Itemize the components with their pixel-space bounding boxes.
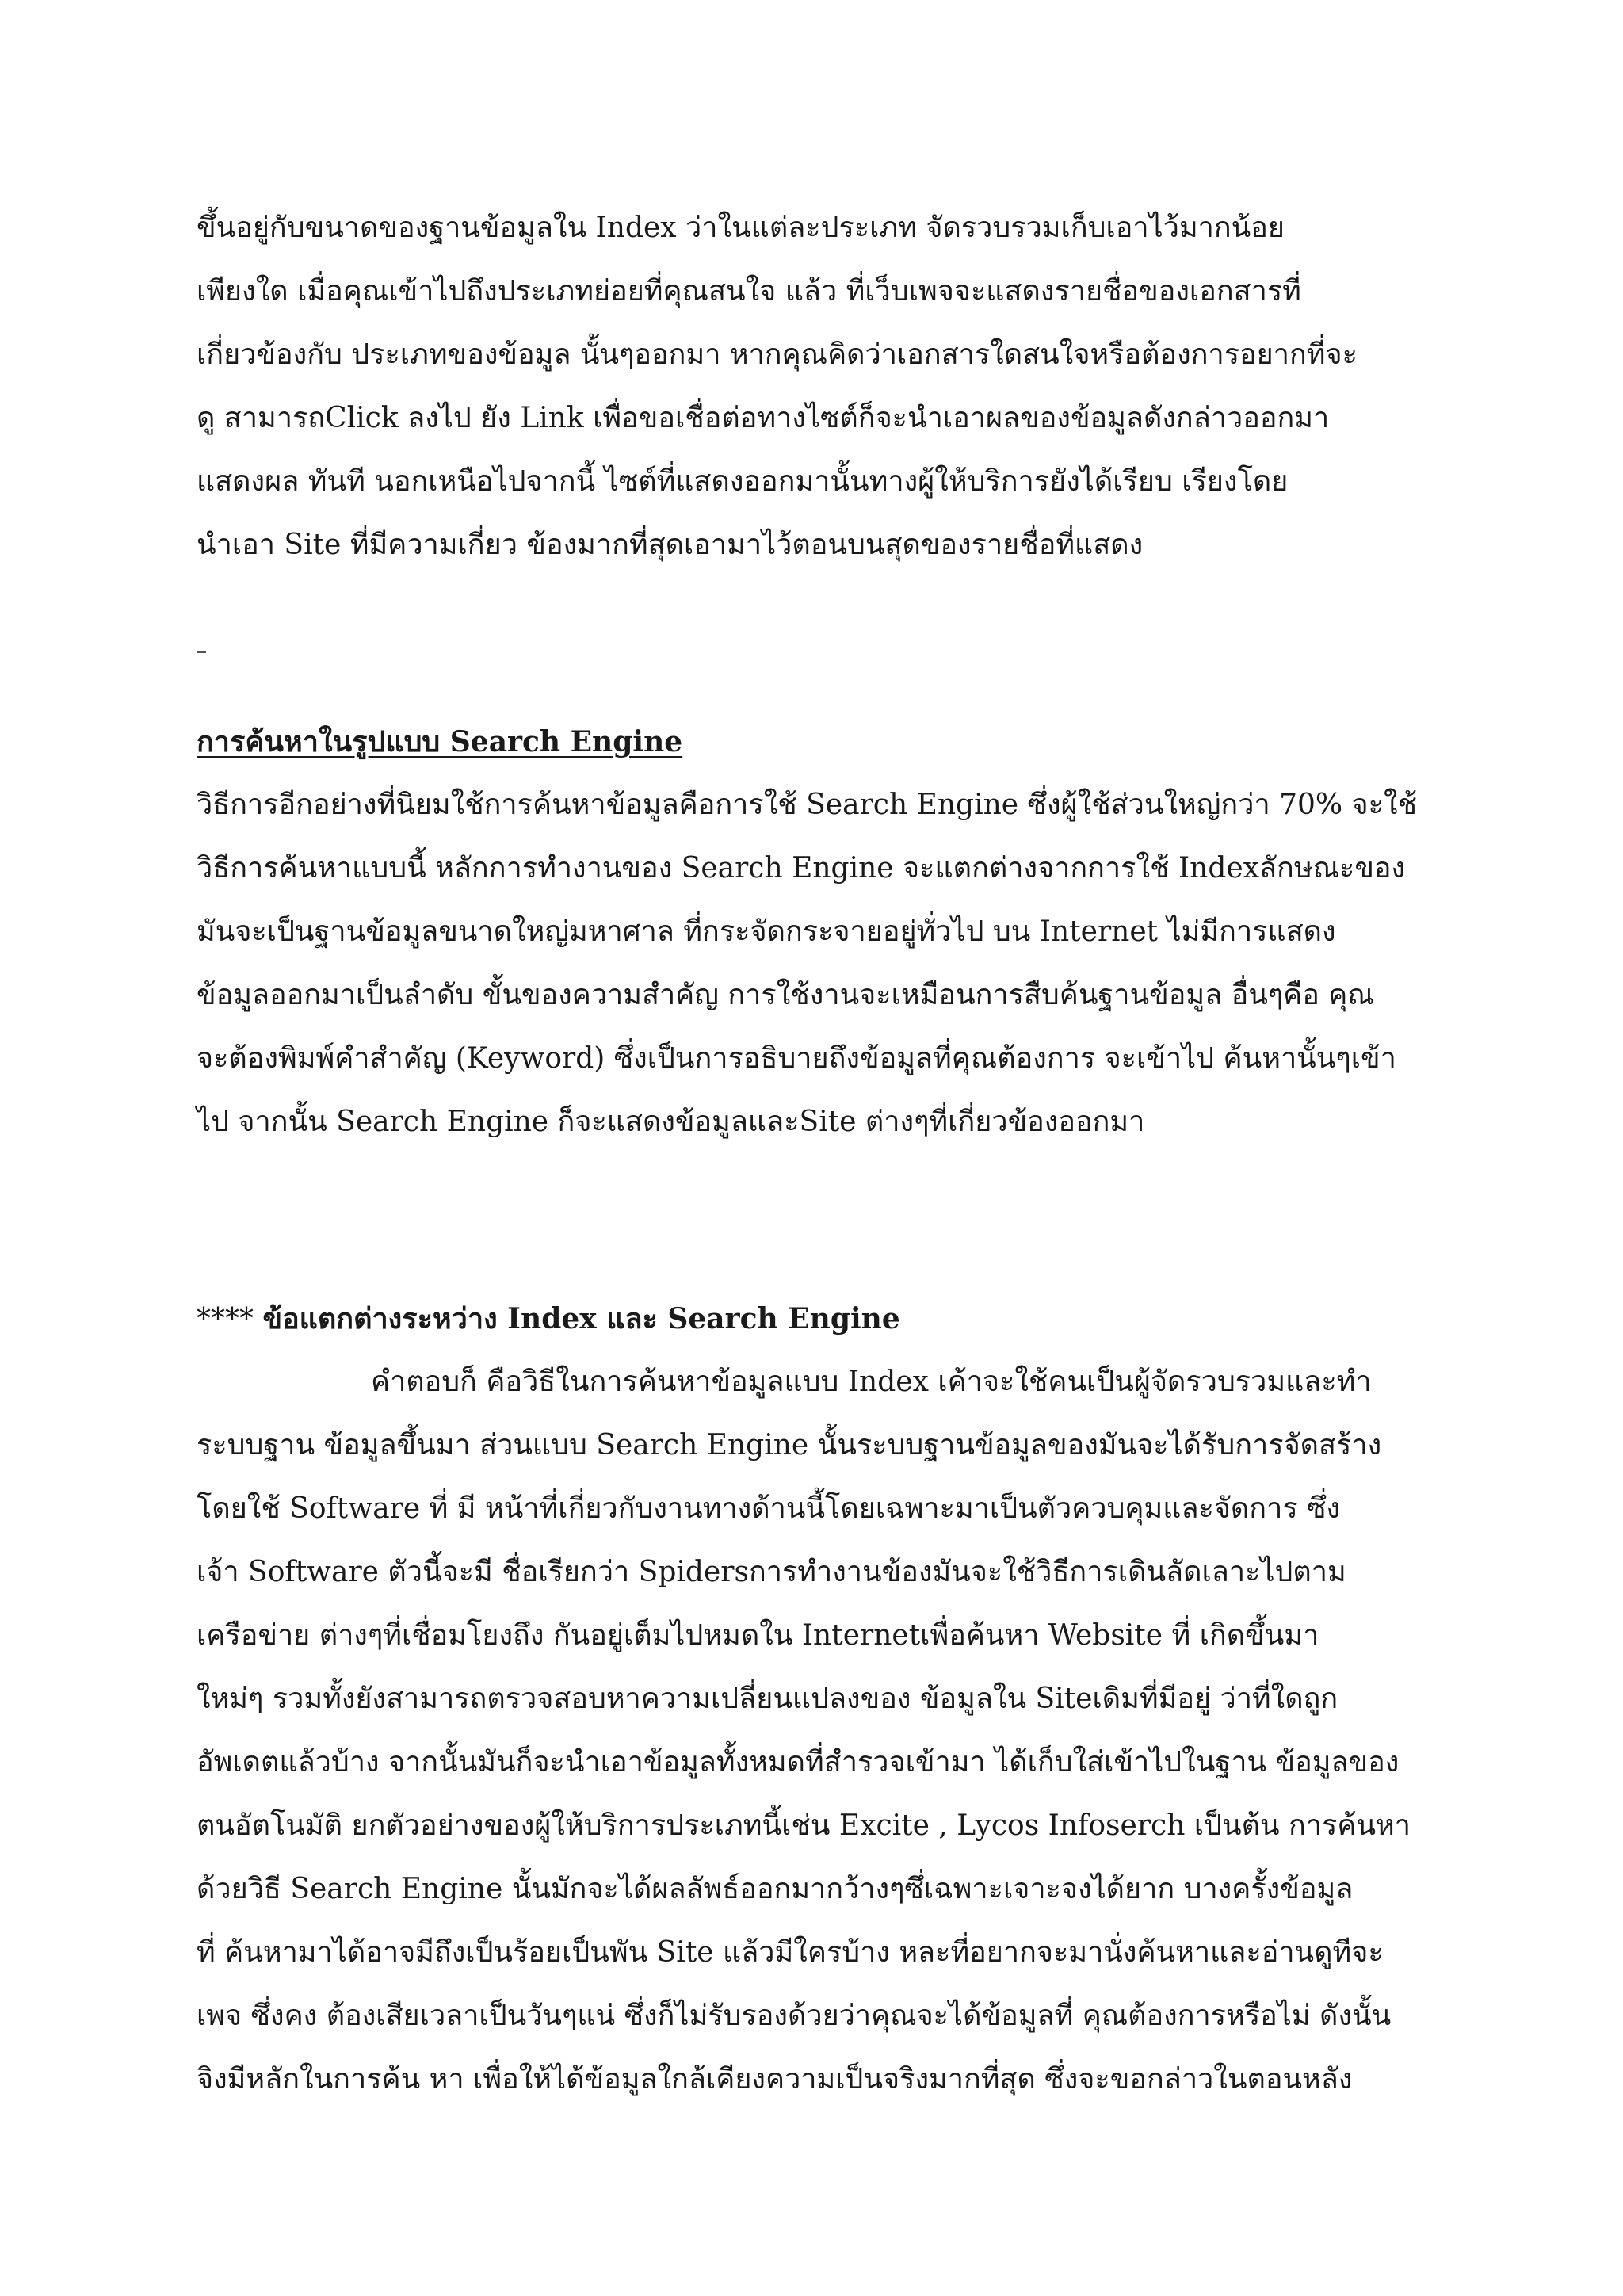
paragraph-line: อัพเดตแล้วบ้าง จากนั้นมันก็จะนำเอาข้อมูลทั้งหมดที่สำรวจเข้ามา ได้เก็บใส่เข้าไปในฐาน ข้อมูลของ [197, 1746, 1400, 1778]
paragraph-line: ดู สามารถClick ลงไป ยัง Link เพื่อขอเชื่อต่อทางไซต์ก็จะนำเอาผลของข้อมูลดังกล่าวออกมา [197, 402, 1330, 434]
paragraph-line: ระบบฐาน ข้อมูลขึ้นมา ส่วนแบบ Search Engine นั้นระบบฐานข้อมูลของมันจะได้รับการจัดสร้าง [197, 1429, 1382, 1461]
paragraph-line: โดยใช้ Software ที่ มี หน้าที่เกี่ยวกับงานทางด้านนี้โดยเฉพาะมาเป็นตัวควบคุมและจัดการ ซึ่ง [197, 1492, 1341, 1525]
paragraph-line: วิธีการค้นหาแบบนี้ หลักการทำงานของ Search Engine จะแตกต่างจากการใช้ Indexลักษณะของ [197, 852, 1406, 884]
paragraph-line: เกี่ยวข้องกับ ประเภทของข้อมูล นั้นๆออกมา หากคุณคิดว่าเอกสารใดสนใจหรือต้องการอยากที่จะ [197, 338, 1358, 371]
paragraph-line: นำเอา Site ที่มีความเกี่ยว ข้องมากที่สุดเอามาไว้ตอนบนสุดของรายชื่อที่แสดง [197, 529, 1144, 561]
section-heading-text: ข้อแตกต่างระหว่าง Index และ Search Engine [262, 1302, 900, 1335]
section-heading-text: การค้นหาในรูปแบบ Search Engine [197, 725, 683, 758]
paragraph-line: มันจะเป็นฐานข้อมูลขนาดใหญ่มหาศาล ที่กระจัดกระจายอยู่ทั่วไป บน Internet ไม่มีการแสดง [197, 915, 1336, 948]
paragraph-line: เจ้า Software ตัวนี้จะมี ชื่อเรียกว่า Spidersการทำงานข้องมันจะใช้วิธีการเดินลัดเลาะไปตาม [197, 1556, 1346, 1588]
paragraph-line: เพียงใด เมื่อคุณเข้าไปถึงประเภทย่อยที่คุณสนใจ แล้ว ที่เว็บเพจจะแสดงรายชื่อของเอกสารที่ [197, 275, 1301, 308]
paragraph-line: ใหม่ๆ รวมทั้งยังสามารถตรวจสอบหาความเปลี่ยนแปลงของ ข้อมูลใน Siteเดิมที่มีอยู่ ว่าที่ใดถูก [197, 1683, 1338, 1715]
section-heading [197, 723, 682, 761]
heading-stars: **** [197, 1303, 254, 1335]
paragraph-line: จะต้องพิมพ์คำสำคัญ (Keyword) ซึ่งเป็นการอธิบายถึงข้อมูลที่คุณต้องการ จะเข้าไป ค้นหานั้นๆเข้า [197, 1042, 1396, 1075]
section-heading [197, 1300, 900, 1339]
paragraph-line: ด้วยวิธี Search Engine นั้นมักจะได้ผลลัพธ์ออกมากว้างๆซึ่เฉพาะเจาะจงได้ยาก บางครั้งข้อมูล [197, 1873, 1354, 1905]
paragraph-line: ไป จากนั้น Search Engine ก็จะแสดงข้อมูลและSite ต่างๆที่เกี่ยวข้องออกมา [197, 1106, 1145, 1138]
paragraph-line: ตนอัตโนมัติ ยกตัวอย่างของผู้ให้บริการประเภทนี้เช่น Excite , Lycos Infoserch เป็นต้น การค้นหา [197, 1809, 1411, 1842]
paragraph-line: ที่ ค้นหามาได้อาจมีถึงเป็นร้อยเป็นพัน Site แล้วมีใครบ้าง หละที่อยากจะมานั่งค้นหาและอ่านดูทีจะ [197, 1936, 1384, 1969]
paragraph-line: จิงมีหลักในการค้น หา เพื่อให้ได้ข้อมูลใกล้เคียงความเป็นจริงมากที่สุด ซึ่งจะขอกล่าวในตอนหลัง [197, 2063, 1353, 2095]
dash-mark [197, 651, 206, 653]
paragraph-line: วิธีการอีกอย่างที่นิยมใช้การค้นหาข้อมูลคือการใช้ Search Engine ซึ่งผู้ใช้ส่วนใหญ่กว่า 70% จะใช้ [197, 789, 1418, 821]
paragraph-first-line: คำตอบก็ คือวิธีในการค้นหาข้อมูลแบบ Index เค้าจะใช้คนเป็นผู้จัดรวบรวมและทำ [371, 1366, 1372, 1398]
paragraph-line: ข้อมูลออกมาเป็นลำดับ ขั้นของความสำคัญ การใช้งานจะเหมือนการสืบค้นฐานข้อมูล อื่นๆคือ คุณ [197, 979, 1374, 1011]
paragraph-line: แสดงผล ทันที นอกเหนือไปจากนี้ ไซต์ที่แสดงออกมานั้นทางผู้ให้บริการยังได้เรียบ เรียงโดย [197, 465, 1289, 498]
paragraph-line: ขึ้นอยู่กับขนาดของฐานข้อมูลใน Index ว่าในแต่ละประเภท จัดรวบรวมเก็บเอาไว้มากน้อย [197, 212, 1285, 244]
paragraph-line: เครือข่าย ต่างๆที่เชื่อมโยงถึง กันอยู่เต็มไปหมดใน Internetเพื่อค้นหา Website ที่ เกิดขึ้นมา [197, 1619, 1319, 1652]
paragraph-line: เพจ ซึ่งคง ต้องเสียเวลาเป็นวันๆแน่ ซึ่งก็ไม่รับรองด้วยว่าคุณจะได้ข้อมูลที่ คุณต้องการหรือไม่ ดังนั้น [197, 2000, 1392, 2032]
